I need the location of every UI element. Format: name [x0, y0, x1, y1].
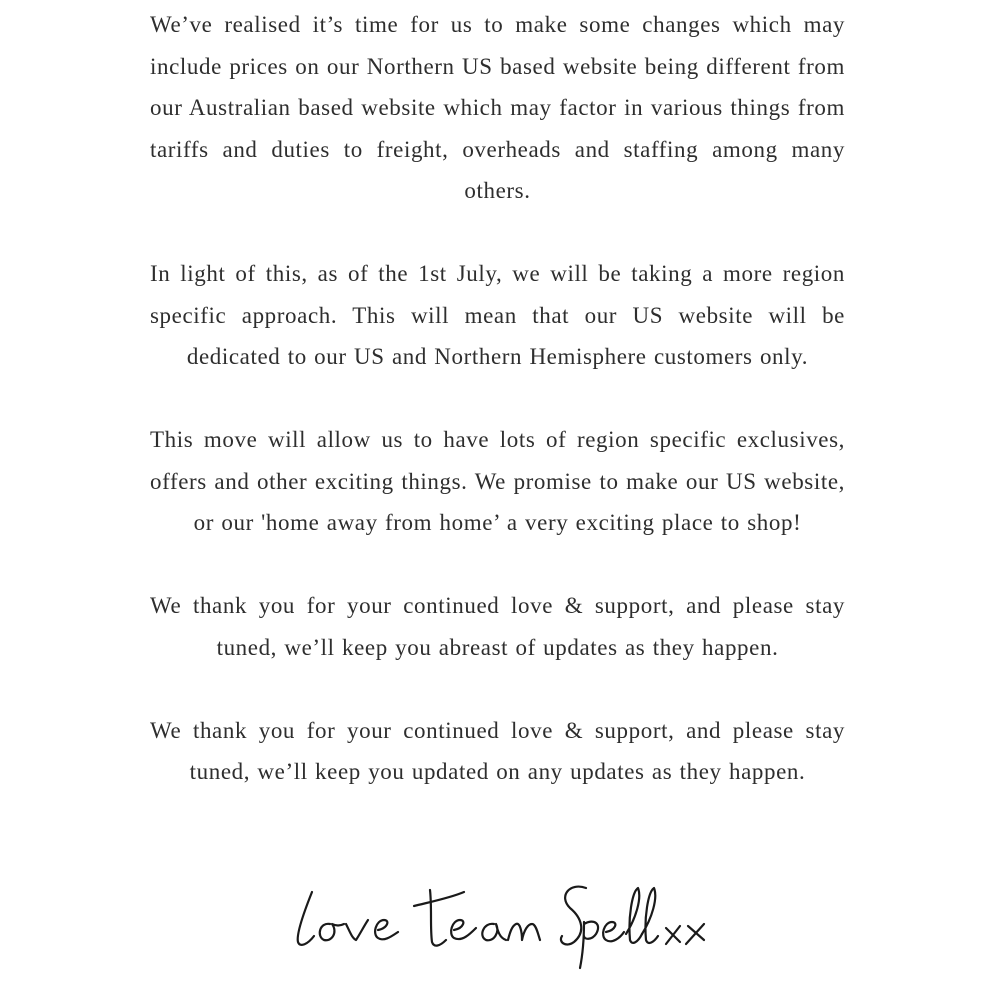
paragraph-thanks-abreast: We thank you for your continued love & support, and please stay tuned, we’ll keep you abreast of updates as they happen.: [150, 593, 845, 660]
handwritten-signature: [280, 862, 720, 982]
paragraph-thanks-updated: We thank you for your continued love & support, and please stay tuned, we’ll keep you updated on any updates as they happen.: [150, 717, 845, 784]
paragraph-region-approach: In light of this, as of the 1st July, we will be taking a more region specific approach. This will mean that our US website will be dedicated to our US and Northern Hemisphere customers only.: [150, 261, 845, 369]
paragraph-changes: We’ve realised it’s time for us to make some changes which may include prices on our Northern US based website being different from our Australian based website which may factor in various things from tariffs and duties to freight, overheads and staffing among many others.: [150, 12, 845, 203]
signature-drawing: [280, 862, 720, 982]
letter-body: [150, 4, 845, 834]
paragraph-exclusives: This move will allow us to have lots of region specific exclusives, offers and other exciting things. We promise to make our US website, or our 'home away from home’ a very exciting place to shop!: [150, 427, 845, 535]
